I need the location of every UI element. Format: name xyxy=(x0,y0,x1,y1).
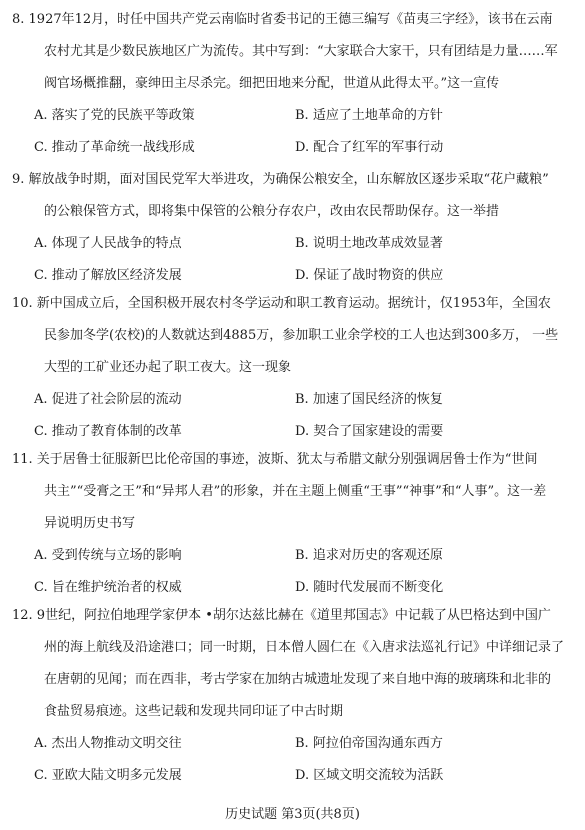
question-12-stem-line: 州的海上航线及沿途港口；同一时期，日本僧人圆仁在《入唐求法巡礼行记》中详细记录了 xyxy=(44,640,565,655)
question-11-option-d: D. 随时代发展而不断变化 xyxy=(295,580,444,595)
question-12-option-a: A. 杰出人物推动文明交往 xyxy=(34,736,182,751)
question-9-option-c: C. 推动了解放区经济发展 xyxy=(34,268,182,283)
question-11-stem-line: 异说明历史书写 xyxy=(44,516,136,531)
question-12-option-b: B. 阿拉伯帝国沟通东西方 xyxy=(295,736,443,751)
question-10-stem-line: 大型的工矿业还办起了职工夜大。这一现象 xyxy=(44,360,292,375)
question-8-option-c: C. 推动了革命统一战线形成 xyxy=(34,140,195,155)
question-11-option-b: B. 追求对历史的客观还原 xyxy=(295,548,443,563)
question-10-stem-line: 10. 新中国成立后，全国积极开展农村冬学运动和职工教育运动。据统计，仅1953年，全国农 xyxy=(12,296,551,311)
question-10-option-a: A. 促进了社会阶层的流动 xyxy=(34,392,182,407)
question-12-option-c: C. 亚欧大陆文明多元发展 xyxy=(34,768,182,783)
question-11-stem-line: 11. 关于居鲁士征服新巴比伦帝国的事迹，波斯、犹太与希腊文献分别强调居鲁士作为“世间 xyxy=(12,452,538,467)
question-10-option-b: B. 加速了国民经济的恢复 xyxy=(295,392,443,407)
question-11-option-c: C. 旨在维护统治者的权威 xyxy=(34,580,182,595)
question-8-option-d: D. 配合了红军的军事行动 xyxy=(295,140,444,155)
question-11-option-a: A. 受到传统与立场的影响 xyxy=(34,548,182,563)
question-12-stem-line: 食盐贸易痕迹。这些记载和发现共同印证了中古时期 xyxy=(44,704,344,719)
question-9-option-a: A. 体现了人民战争的特点 xyxy=(34,236,182,251)
question-9-stem-line: 9. 解放战争时期，面对国民党军大举进攻，为确保公粮安全，山东解放区逐步采取“花户藏粮” xyxy=(12,172,549,187)
question-8-option-a: A. 落实了党的民族平等政策 xyxy=(34,108,195,123)
question-9-option-b: B. 说明土地改革成效显著 xyxy=(295,236,443,251)
page-footer: 历史试题 第3页(共8页) xyxy=(225,807,360,822)
question-10-stem-line: 民参加冬学(农校)的人数就达到4885万，参加职工业余学校的工人也达到300多万， 一些 xyxy=(44,328,559,343)
question-8-stem-line: 农村尤其是少数民族地区广为流传。其中写到：“大家联合大家干，只有团结是力量……军 xyxy=(44,44,558,59)
question-9-option-d: D. 保证了战时物资的供应 xyxy=(295,268,444,283)
question-12-stem-line: 12. 9世纪，阿拉伯地理学家伊本 •胡尔达兹比赫在《道里邦国志》中记载了从巴格达到中国广 xyxy=(12,608,551,623)
question-11-stem-line: 共主”“受膏之王”和“异邦人君”的形象，并在主题上侧重“王事”“神事”和“人事”。这一差 xyxy=(44,484,547,499)
question-12-stem-line: 在唐朝的见闻；而在西非，考古学家在加纳古城遗址发现了来自地中海的玻璃珠和北非的 xyxy=(44,672,552,687)
question-8-option-b: B. 适应了土地革命的方针 xyxy=(295,108,443,123)
question-9-stem-line: 的公粮保管方式，即将集中保管的公粮分存农户，改由农民帮助保存。这一举措 xyxy=(44,204,500,219)
question-12-option-d: D. 区域文明交流较为活跃 xyxy=(295,768,444,783)
question-8-stem-line: 阀官场概推翻，豪绅田主尽杀完。细把田地来分配，世道从此得太平。”这一宣传 xyxy=(44,76,500,91)
question-8-stem-line: 8. 1927年12月，时任中国共产党云南临时省委书记的王德三编写《苗夷三字经》，该书在云南 xyxy=(12,12,553,27)
question-10-option-d: D. 契合了国家建设的需要 xyxy=(295,424,444,439)
question-10-option-c: C. 推动了教育体制的改革 xyxy=(34,424,182,439)
